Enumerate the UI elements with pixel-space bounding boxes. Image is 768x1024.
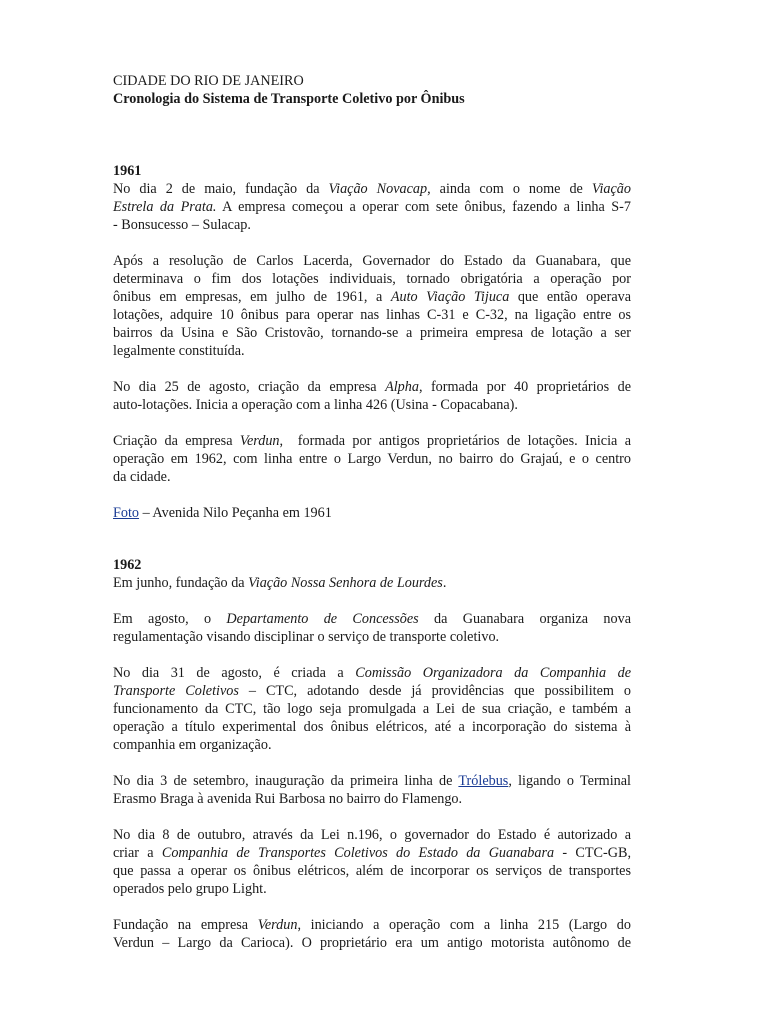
- paragraph-1961-foto: [113, 504, 631, 522]
- paragraph-1962-trolebus: [113, 772, 631, 808]
- text-line: Foto – Avenida Nilo Peçanha em 1961: [113, 505, 332, 521]
- text-line: bairros da Usina e São Cristovão, tornando-se a primeira empresa de lotação a ser: [113, 325, 631, 341]
- document-page: [113, 72, 631, 952]
- text-line: - Bonsucesso – Sulacap.: [113, 217, 251, 233]
- text-line: No dia 8 de outubro, através da Lei n.196, o governador do Estado é autorizado a: [113, 827, 631, 843]
- text-line: companhia em organização.: [113, 737, 272, 753]
- year-heading-1962: 1962: [113, 557, 142, 573]
- paragraph-1961-tijuca: [113, 252, 631, 360]
- text-line: determinava o fim dos lotações individuais, tornado obrigatória a operação por: [113, 271, 631, 287]
- paragraph-1961-novacap: [113, 180, 631, 234]
- paragraph-1961-alpha: [113, 378, 631, 414]
- text-line: operação a título experimental dos ônibus elétricos, até a incorporação do sistema à: [113, 719, 631, 735]
- text-line: Em junho, fundação da Viação Nossa Senhora de Lourdes.: [113, 575, 447, 591]
- paragraph-1962-ctc: [113, 664, 631, 754]
- text-line: operados pelo grupo Light.: [113, 881, 267, 897]
- paragraph-1961-verdun: [113, 432, 631, 486]
- text-line: Após a resolução de Carlos Lacerda, Governador do Estado da Guanabara, que: [113, 253, 631, 269]
- text-line: Fundação na empresa Verdun, iniciando a operação com a linha 215 (Largo do: [113, 917, 631, 933]
- text-line: Em agosto, o Departamento de Concessões da Guanabara organiza nova: [113, 611, 631, 627]
- text-line: No dia 31 de agosto, é criada a Comissão Organizadora da Companhia de: [113, 665, 631, 681]
- paragraph-1962-concessoes: [113, 610, 631, 646]
- foto-link[interactable]: Foto: [113, 505, 140, 521]
- paragraph-1962-lourdes: [113, 574, 631, 592]
- text-line: Criação da empresa Verdun, formada por antigos proprietários de lotações. Inicia a: [113, 433, 631, 449]
- text-line: legalmente constituída.: [113, 343, 245, 359]
- text-line: da cidade.: [113, 469, 171, 485]
- document-title: Cronologia do Sistema de Transporte Coletivo por Ônibus: [113, 91, 465, 107]
- year-heading-1961: 1961: [113, 163, 142, 179]
- text-line: No dia 2 de maio, fundação da Viação Novacap, ainda com o nome de Viação: [113, 181, 631, 197]
- text-line: regulamentação visando disciplinar o serviço de transporte coletivo.: [113, 629, 500, 645]
- text-line: Transporte Coletivos – CTC, adotando desde já providências que possibilitem o: [113, 683, 631, 699]
- text-line: auto-lotações. Inicia a operação com a linha 426 (Usina - Copacabana).: [113, 397, 518, 413]
- trolebus-link[interactable]: Trólebus: [458, 773, 509, 789]
- text-line: Estrela da Prata. A empresa começou a operar com sete ônibus, fazendo a linha S-7: [113, 199, 631, 215]
- paragraph-1962-verdun: [113, 916, 631, 952]
- text-line: Verdun – Largo da Carioca). O proprietário era um antigo motorista autônomo de: [113, 935, 631, 951]
- text-line: ônibus em empresas, em julho de 1961, a Auto Viação Tijuca que então operava: [113, 289, 632, 305]
- text-line: Erasmo Braga à avenida Rui Barbosa no bairro do Flamengo.: [113, 791, 463, 807]
- text-line: funcionamento da CTC, tão logo seja promulgada a Lei de sua criação, e também a: [113, 701, 631, 717]
- paragraph-1962-ctc-gb: [113, 826, 631, 898]
- text-line: lotações, adquire 10 ônibus para operar nas linhas C-31 e C-32, na ligação entre os: [113, 307, 631, 323]
- text-line: No dia 25 de agosto, criação da empresa Alpha, formada por 40 proprietários de: [113, 379, 631, 395]
- city-heading: CIDADE DO RIO DE JANEIRO: [113, 73, 304, 89]
- text-line: No dia 3 de setembro, inauguração da primeira linha de Trólebus, ligando o Terminal: [113, 773, 631, 789]
- text-line: operação em 1962, com linha entre o Largo Verdun, no bairro do Grajaú, e o centro: [113, 451, 631, 467]
- text-line: criar a Companhia de Transportes Coletivos do Estado da Guanabara - CTC-GB,: [113, 845, 632, 861]
- text-line: que passa a operar os ônibus elétricos, além de incorporar os serviços de transportes: [113, 863, 631, 879]
